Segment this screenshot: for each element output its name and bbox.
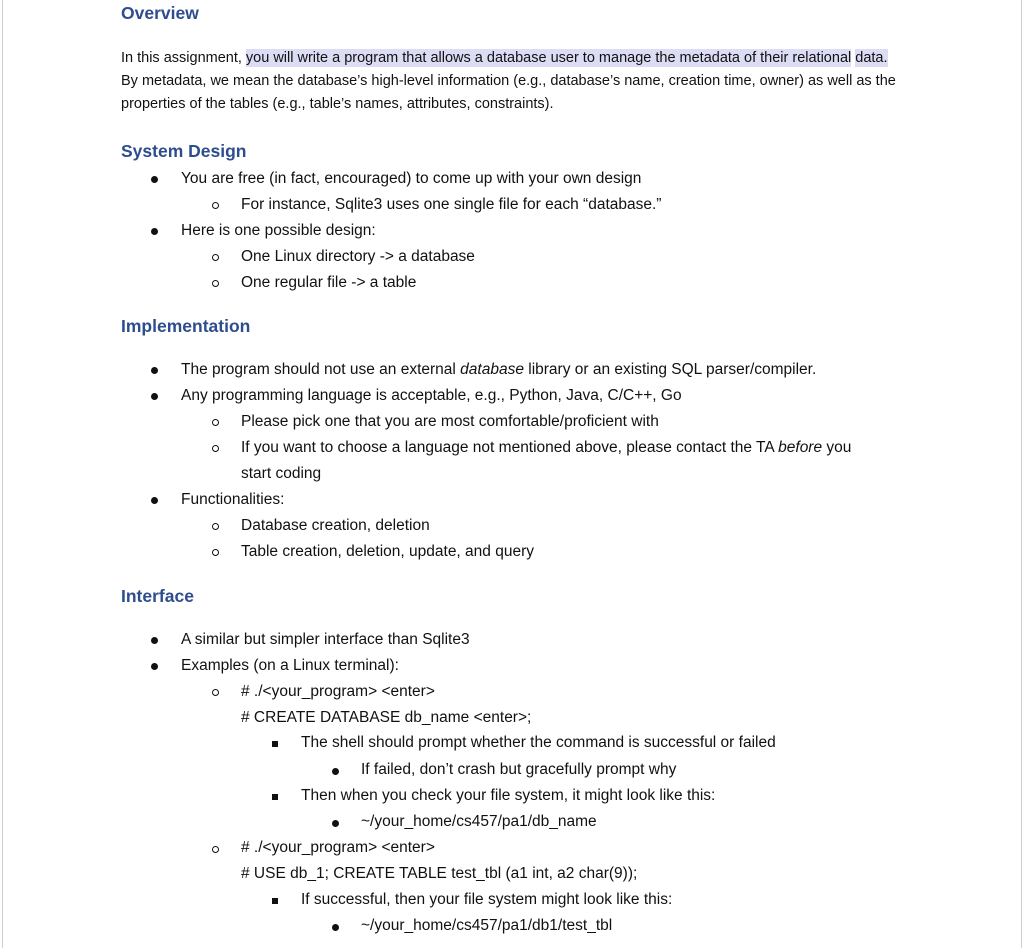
example-2-sub-1: If successful, then your file system might look like this: xyxy=(301,891,673,908)
implementation-item-2-2-emphasis: before xyxy=(778,439,823,456)
bullet-circle xyxy=(212,419,219,426)
implementation-item-1 xyxy=(181,359,816,381)
implementation-item-2-2-post: you xyxy=(822,439,852,456)
bullet-square xyxy=(272,794,278,800)
implementation-item-2-1: Please pick one that you are most comfortable/proficient with xyxy=(241,413,659,430)
bullet-circle xyxy=(212,202,219,209)
system-design-item-1-1: For instance, Sqlite3 uses one single file for each “database.” xyxy=(241,196,662,213)
example-1-sub-1-1: If failed, don’t crash but gracefully prompt why xyxy=(361,761,677,778)
bullet-square xyxy=(272,741,278,747)
overview-highlight-2: data. xyxy=(855,50,888,66)
bullet-dot xyxy=(151,393,158,400)
overview-paragraph xyxy=(121,47,906,116)
bullet-circle xyxy=(212,445,219,452)
example-1-sub-2: Then when you check your file system, it might look like this: xyxy=(301,787,716,804)
bullet-dot xyxy=(151,367,158,374)
implementation-item-2-2-pre: If you want to choose a language not mentioned above, please contact the TA xyxy=(241,439,779,456)
bullet-dot xyxy=(332,924,339,931)
interface-item-2: Examples (on a Linux terminal): xyxy=(181,657,399,674)
implementation-item-3-1: Database creation, deletion xyxy=(241,517,430,534)
bullet-circle xyxy=(212,689,219,696)
system-design-item-2: Here is one possible design: xyxy=(181,222,376,239)
bullet-dot xyxy=(151,176,158,183)
interface-heading: Interface xyxy=(121,586,194,606)
bullet-circle xyxy=(212,523,219,530)
bullet-dot xyxy=(151,637,158,644)
implementation-item-3: Functionalities: xyxy=(181,491,285,508)
overview-highlight-1: you will write a program that allows a database user to manage the metadata of their relational xyxy=(245,50,852,66)
example-1-sub-1: The shell should prompt whether the command is successful or failed xyxy=(301,734,776,751)
implementation-item-2: Any programming language is acceptable, e.g., Python, Java, C/C++, Go xyxy=(181,387,682,404)
interface-item-1: A similar but simpler interface than Sqlite3 xyxy=(181,631,470,648)
system-design-heading: System Design xyxy=(121,141,247,161)
bullet-circle xyxy=(212,549,219,556)
example-1-line-2: # CREATE DATABASE db_name <enter>; xyxy=(241,709,532,726)
implementation-heading: Implementation xyxy=(121,316,251,336)
example-2-sub-1-1: ~/your_home/cs457/pa1/db1/test_tbl xyxy=(361,917,613,934)
bullet-dot xyxy=(332,768,339,775)
example-1-line-1: # ./<your_program> <enter> xyxy=(241,683,435,700)
example-2-line-2: # USE db_1; CREATE TABLE test_tbl (a1 int, a2 char(9)); xyxy=(241,865,638,882)
bullet-dot xyxy=(332,820,339,827)
implementation-item-2-2 xyxy=(241,437,851,459)
system-design-item-1: You are free (in fact, encouraged) to come up with your own design xyxy=(181,170,642,187)
system-design-item-2-1: One Linux directory -> a database xyxy=(241,248,475,265)
bullet-circle xyxy=(212,254,219,261)
implementation-item-1-pre: The program should not use an external xyxy=(181,361,461,378)
overview-heading: Overview xyxy=(121,3,199,23)
system-design-item-2-2: One regular file -> a table xyxy=(241,274,417,291)
bullet-dot xyxy=(151,663,158,670)
implementation-item-3-2: Table creation, deletion, update, and query xyxy=(241,543,534,560)
implementation-item-1-emphasis: database xyxy=(460,361,524,378)
bullet-dot xyxy=(151,228,158,235)
overview-text-rest: By metadata, we mean the database’s high-level information (e.g., database’s name, creation time, owner) as well as the properties of the tables (e.g., table’s names, attributes, constraints). xyxy=(121,73,896,112)
implementation-item-2-2-continued: start coding xyxy=(241,465,322,482)
overview-text-intro: In this assignment, xyxy=(121,50,246,66)
bullet-square xyxy=(272,898,278,904)
bullet-circle xyxy=(212,846,219,853)
example-2-line-1: # ./<your_program> <enter> xyxy=(241,839,435,856)
bullet-dot xyxy=(151,497,158,504)
example-1-sub-2-1: ~/your_home/cs457/pa1/db_name xyxy=(361,813,597,830)
implementation-item-1-post: library or an existing SQL parser/compiler. xyxy=(523,361,817,378)
bullet-circle xyxy=(212,280,219,287)
